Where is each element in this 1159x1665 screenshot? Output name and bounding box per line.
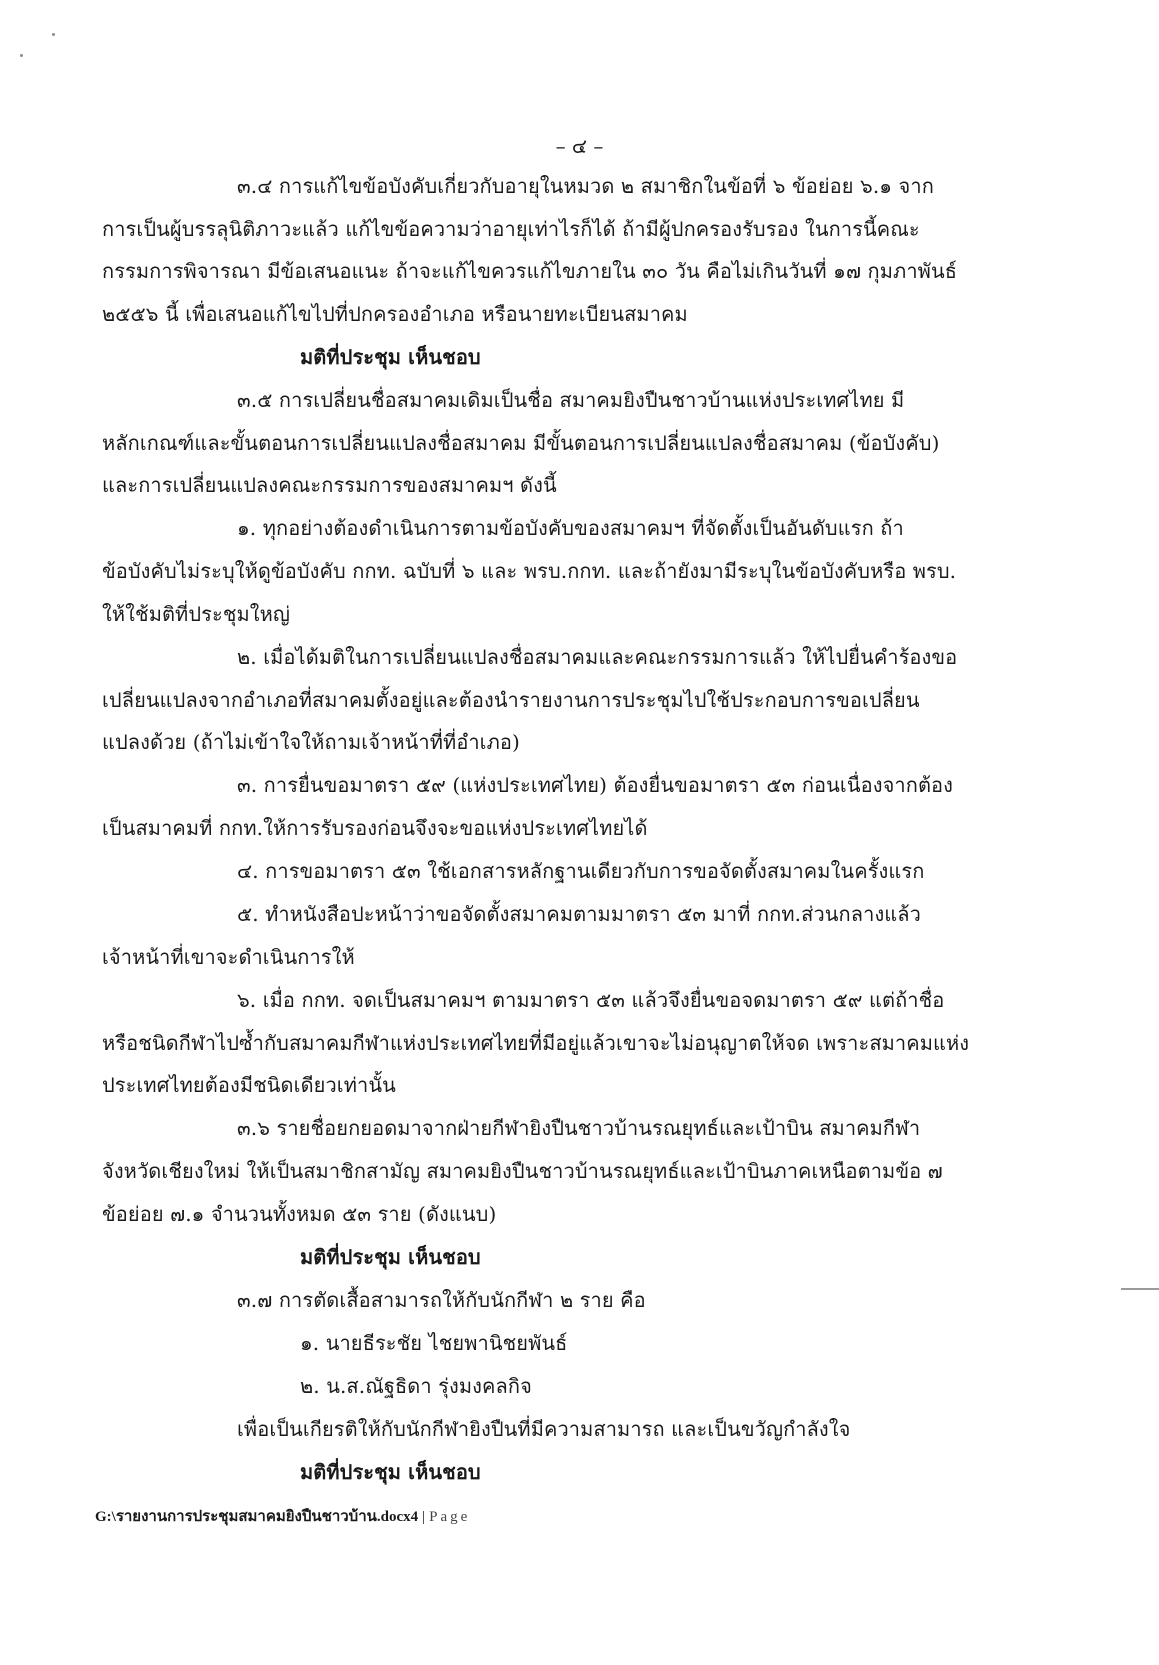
- item-2-line-2: เปลี่ยนแปลงจากอำเภอที่สมาคมตั้งอยู่และต้องนำรายงานการประชุมไปใช้ประกอบการขอเปลี่ยน: [102, 688, 920, 712]
- scan-speck: [20, 54, 23, 57]
- paragraph-3-5-line-1: ๓.๕ การเปลี่ยนชื่อสมาคมเดิมเป็นชื่อ สมาคมยิงปืนชาวบ้านแห่งประเทศไทย มี: [237, 388, 905, 412]
- page-number: – ๔ –: [555, 134, 604, 158]
- resolution-approved: มติที่ประชุม เห็นชอบ: [300, 1460, 481, 1484]
- paragraph-3-4-line-3: กรรมการพิจารณา มีข้อเสนอแนะ ถ้าจะแก้ไขควรแก้ไขภายใน ๓๐ วัน คือไม่เกินวันที่ ๑๗ กุมภาพันธ์: [102, 259, 958, 283]
- page-footer: [95, 1506, 470, 1528]
- scan-edge-mark: [1121, 1288, 1159, 1290]
- item-6-line-2: หรือชนิดกีฬาไปซ้ำกับสมาคมกีฬาแห่งประเทศไทยที่มีอยู่แล้วเขาจะไม่อนุญาตให้จด เพราะสมาคมแห่ง: [102, 1031, 970, 1055]
- item-3-line-1: ๓. การยื่นขอมาตรา ๕๙ (แห่งประเทศไทย) ต้องยื่นขอมาตรา ๕๓ ก่อนเนื่องจากต้อง: [237, 773, 954, 797]
- resolution-approved: มติที่ประชุม เห็นชอบ: [300, 345, 481, 369]
- page-label: Page: [429, 1509, 471, 1525]
- item-2-line-1: ๒. เมื่อได้มติในการเปลี่ยนแปลงชื่อสมาคมและคณะกรรมการแล้ว ให้ไปยื่นคำร้องขอ: [237, 645, 958, 669]
- paragraph-3-4-line-4: ๒๕๕๖ นี้ เพื่อเสนอแก้ไขไปที่ปกครองอำเภอ หรือนายทะเบียนสมาคม: [102, 302, 688, 326]
- item-3-line-2: เป็นสมาคมที่ กกท.ให้การรับรองก่อนจึงจะขอแห่งประเทศไทยได้: [102, 816, 648, 840]
- file-path: G:\รายงานการประชุมสมาคมยิงปืนชาวบ้าน.docx4: [95, 1509, 419, 1525]
- footer-separator: |: [422, 1509, 426, 1525]
- paragraph-3-7-line-2: เพื่อเป็นเกียรติให้กับนักกีฬายิงปืนที่มีความสามารถ และเป็นขวัญกำลังใจ: [237, 1417, 851, 1441]
- paragraph-3-7-line-1: ๓.๗ การตัดเสื้อสามารถให้กับนักกีฬา ๒ ราย คือ: [237, 1288, 646, 1312]
- item-1-line-1: ๑. ทุกอย่างต้องดำเนินการตามข้อบังคับของสมาคมฯ ที่จัดตั้งเป็นอันดับแรก ถ้า: [237, 516, 904, 540]
- item-2-line-3: แปลงด้วย (ถ้าไม่เข้าใจให้ถามเจ้าหน้าที่ที่อำเภอ): [102, 730, 520, 754]
- item-1-line-3: ให้ใช้มติที่ประชุมใหญ่: [102, 602, 291, 626]
- item-4-line-1: ๔. การขอมาตรา ๕๓ ใช้เอกสารหลักฐานเดียวกับการขอจัดตั้งสมาคมในครั้งแรก: [237, 859, 925, 883]
- paragraph-3-4-line-2: การเป็นผู้บรรลุนิติภาวะแล้ว แก้ไขข้อความว่าอายุเท่าไรก็ได้ ถ้ามีผู้ปกครองรับรอง ในการนี้คณะ: [102, 217, 920, 241]
- paragraph-3-5-line-3: และการเปลี่ยนแปลงคณะกรรมการของสมาคมฯ ดังนี้: [102, 473, 557, 497]
- item-5-line-1: ๕. ทำหนังสือปะหน้าว่าขอจัดตั้งสมาคมตามมาตรา ๕๓ มาที่ กกท.ส่วนกลางแล้ว: [237, 902, 921, 926]
- paragraph-3-6-line-2: จังหวัดเชียงใหม่ ให้เป็นสมาชิกสามัญ สมาคมยิงปืนชาวบ้านรณยุทธ์และเป้าบินภาคเหนือตามข้อ ๗: [102, 1159, 943, 1183]
- item-5-line-2: เจ้าหน้าที่เขาจะดำเนินการให้: [102, 945, 355, 969]
- scan-speck: [52, 33, 55, 36]
- item-6-line-1: ๖. เมื่อ กกท. จดเป็นสมาคมฯ ตามมาตรา ๕๓ แล้วจึงยื่นขอจดมาตรา ๕๙ แต่ถ้าชื่อ: [237, 988, 945, 1012]
- athlete-name-1: ๑. นายธีระชัย ไชยพานิชยพันธ์: [300, 1331, 568, 1355]
- resolution-approved: มติที่ประชุม เห็นชอบ: [300, 1245, 481, 1269]
- paragraph-3-4-line-1: ๓.๔ การแก้ไขข้อบังคับเกี่ยวกับอายุในหมวด ๒ สมาชิกในข้อที่ ๖ ข้อย่อย ๖.๑ จาก: [237, 174, 934, 198]
- item-1-line-2: ข้อบังคับไม่ระบุให้ดูข้อบังคับ กกท. ฉบับที่ ๖ และ พรบ.กกท. และถ้ายังมามีระบุในข้อบังคับหรือ พรบ.: [102, 559, 957, 583]
- paragraph-3-5-line-2: หลักเกณฑ์และขั้นตอนการเปลี่ยนแปลงชื่อสมาคม มีขั้นตอนการเปลี่ยนแปลงชื่อสมาคม (ข้อบังคับ): [102, 431, 940, 455]
- item-6-line-3: ประเทศไทยต้องมีชนิดเดียวเท่านั้น: [102, 1073, 396, 1097]
- paragraph-3-6-line-3: ข้อย่อย ๗.๑ จำนวนทั้งหมด ๕๓ ราย (ดังแนบ): [102, 1202, 497, 1226]
- paragraph-3-6-line-1: ๓.๖ รายชื่อยกยอดมาจากฝ่ายกีฬายิงปืนชาวบ้านรณยุทธ์และเป้าบิน สมาคมกีฬา: [237, 1116, 921, 1140]
- athlete-name-2: ๒. น.ส.ณัฐธิดา รุ่งมงคลกิจ: [300, 1374, 532, 1398]
